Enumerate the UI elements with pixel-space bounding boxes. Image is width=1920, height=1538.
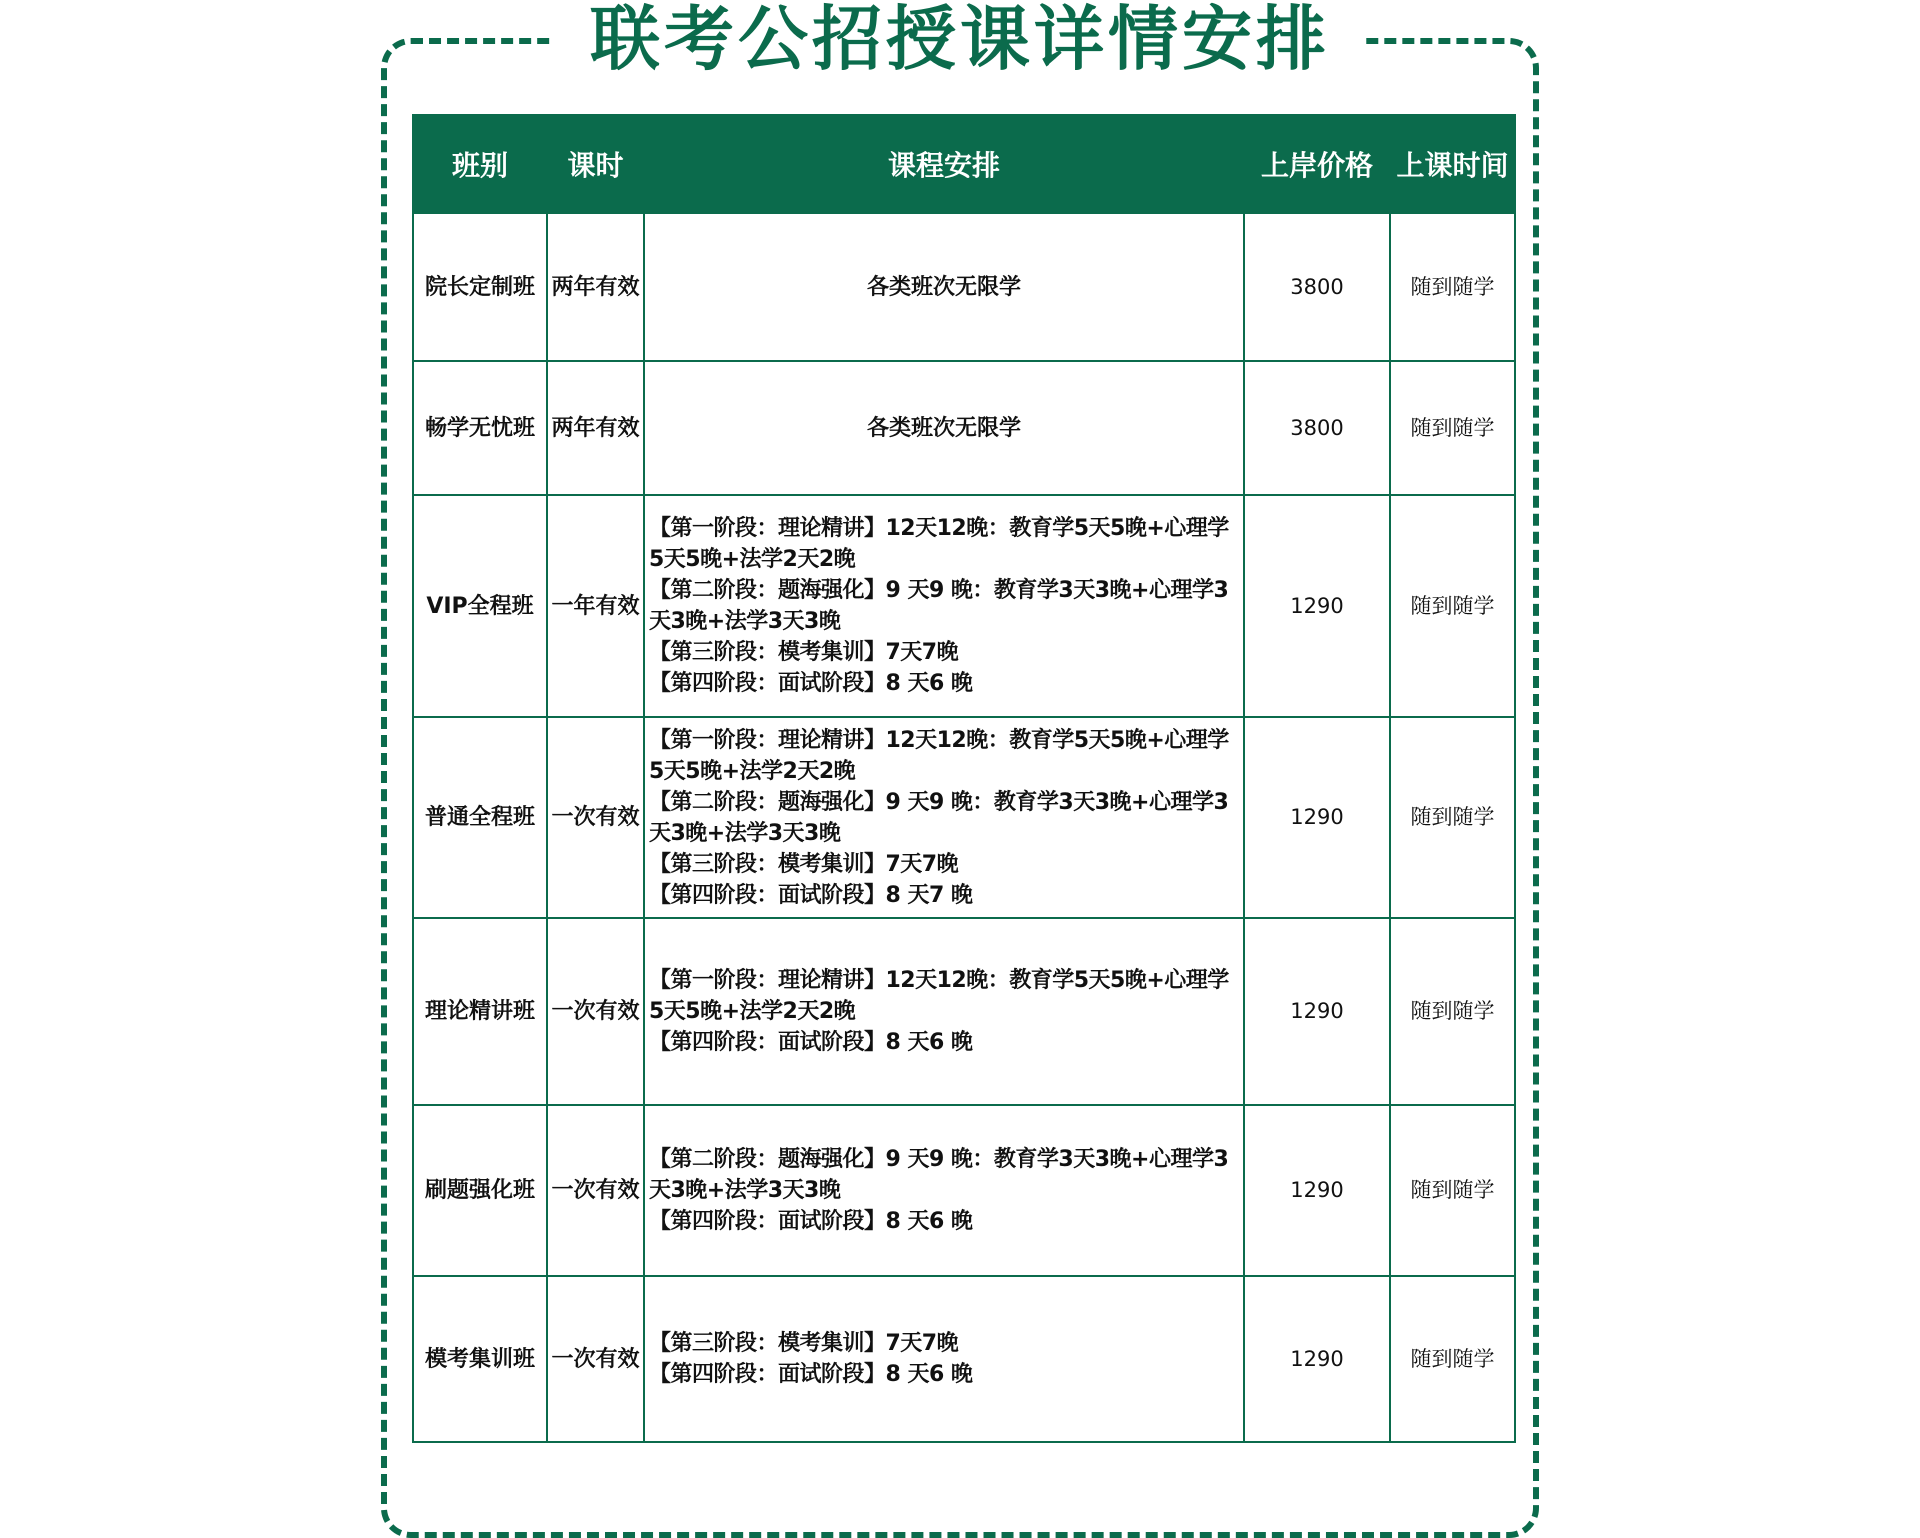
cell-price: 1290: [1244, 918, 1390, 1105]
cell-time: 随到随学: [1390, 1105, 1515, 1276]
schedule-line: 【第四阶段：面试阶段】8 天6 晚: [649, 1030, 973, 1055]
schedule-line: 【第二阶段：题海强化】9 天9 晚：教育学3天3晚+心理学3天3晚+法学3天3晚: [649, 789, 1229, 846]
cell-class-type: VIP全程班: [413, 495, 547, 717]
schedule-line: 【第二阶段：题海强化】9 天9 晚：教育学3天3晚+心理学3天3晚+法学3天3晚: [649, 578, 1229, 634]
schedule-line: 【第四阶段：面试阶段】8 天7 晚: [649, 882, 973, 908]
schedule-line: 各类班次无限学: [866, 274, 1021, 300]
course-schedule-table: [412, 114, 1516, 1443]
cell-price: 1290: [1244, 1105, 1390, 1276]
cell-class-type: 理论精讲班: [413, 918, 547, 1105]
cell-time: 随到随学: [1390, 1276, 1515, 1442]
cell-schedule: [644, 717, 1244, 918]
cell-price: 3800: [1244, 213, 1390, 361]
schedule-line: 【第一阶段：理论精讲】12天12晚：教育学5天5晚+心理学5天5晚+法学2天2晚: [649, 968, 1229, 1024]
page-title: 联考公招授课详情安排: [590, 0, 1330, 80]
cell-time: 随到随学: [1390, 717, 1515, 918]
schedule-line: 【第一阶段：理论精讲】12天12晚：教育学5天5晚+心理学5天5晚+法学2天2晚: [649, 727, 1229, 784]
cell-price: 1290: [1244, 717, 1390, 918]
table-row: [413, 495, 1515, 717]
cell-duration: 一次有效: [547, 717, 644, 918]
title-banner: [555, 0, 1365, 78]
table-row: [413, 1105, 1515, 1276]
cell-schedule: [644, 1105, 1244, 1276]
cell-class-type: 院长定制班: [413, 213, 547, 361]
cell-duration: 一次有效: [547, 918, 644, 1105]
header-schedule: 课程安排: [644, 115, 1244, 213]
cell-class-type: 刷题强化班: [413, 1105, 547, 1276]
cell-class-type: 普通全程班: [413, 717, 547, 918]
cell-price: 1290: [1244, 1276, 1390, 1442]
header-class-type: 班别: [413, 115, 547, 213]
table-header-row: [413, 115, 1515, 213]
cell-schedule: [644, 918, 1244, 1105]
table-row: [413, 1276, 1515, 1442]
cell-time: 随到随学: [1390, 213, 1515, 361]
schedule-line: 【第一阶段：理论精讲】12天12晚：教育学5天5晚+心理学5天5晚+法学2天2晚: [649, 516, 1229, 572]
table-row: [413, 213, 1515, 361]
cell-schedule: [644, 361, 1244, 495]
table-row: [413, 361, 1515, 495]
cell-class-type: 畅学无忧班: [413, 361, 547, 495]
table-row: [413, 717, 1515, 918]
cell-duration: 两年有效: [547, 361, 644, 495]
schedule-line: 【第四阶段：面试阶段】8 天6 晚: [649, 1209, 973, 1234]
cell-schedule: [644, 495, 1244, 717]
cell-duration: 一次有效: [547, 1276, 644, 1442]
cell-duration: 一次有效: [547, 1105, 644, 1276]
header-time: 上课时间: [1390, 115, 1515, 213]
cell-class-type: 模考集训班: [413, 1276, 547, 1442]
cell-time: 随到随学: [1390, 918, 1515, 1105]
cell-time: 随到随学: [1390, 495, 1515, 717]
schedule-line: 【第三阶段：模考集训】7天7晚: [649, 1331, 959, 1356]
header-duration: 课时: [547, 115, 644, 213]
schedule-line: 【第四阶段：面试阶段】8 天6 晚: [649, 1362, 973, 1387]
table-row: [413, 918, 1515, 1105]
schedule-line: 【第二阶段：题海强化】9 天9 晚：教育学3天3晚+心理学3天3晚+法学3天3晚: [649, 1147, 1229, 1203]
cell-duration: 一年有效: [547, 495, 644, 717]
cell-duration: 两年有效: [547, 213, 644, 361]
cell-price: 3800: [1244, 361, 1390, 495]
schedule-line: 【第三阶段：模考集训】7天7晚: [649, 640, 959, 665]
cell-schedule: [644, 213, 1244, 361]
cell-time: 随到随学: [1390, 361, 1515, 495]
cell-price: 1290: [1244, 495, 1390, 717]
schedule-line: 各类班次无限学: [866, 415, 1021, 441]
cell-schedule: [644, 1276, 1244, 1442]
header-price: 上岸价格: [1244, 115, 1390, 213]
schedule-line: 【第四阶段：面试阶段】8 天6 晚: [649, 671, 973, 696]
schedule-line: 【第三阶段：模考集训】7天7晚: [649, 851, 959, 877]
